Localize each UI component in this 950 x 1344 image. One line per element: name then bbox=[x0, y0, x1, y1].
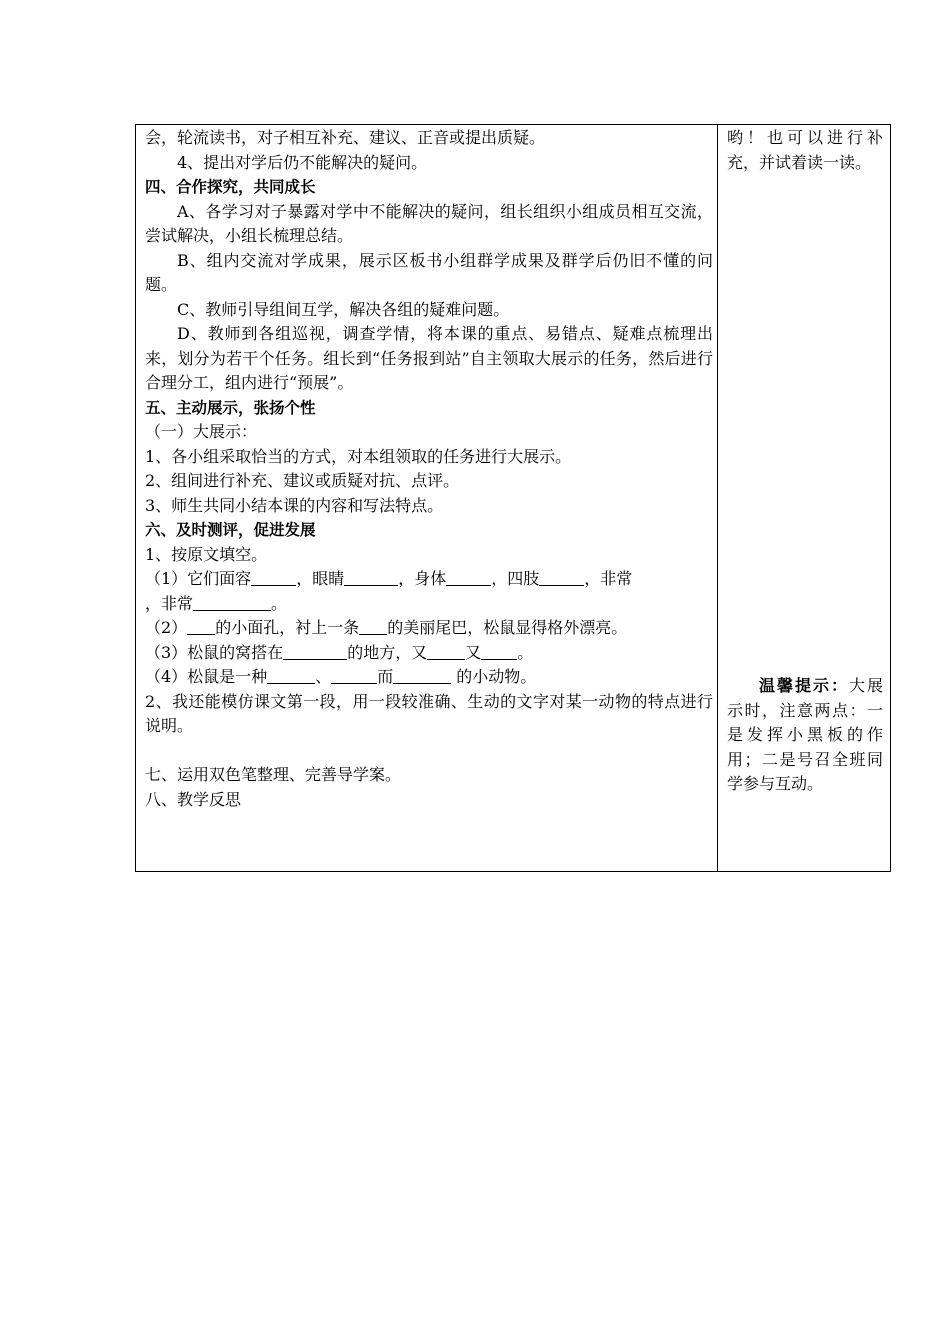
question-fill-3: （3）松鼠的窝搭在 的地方，又 又 。 bbox=[145, 642, 534, 662]
fill-blank[interactable] bbox=[359, 618, 387, 635]
tip-text: 大展示时，注意两点：一是发挥小黑板的作用；二是号召全班同学参与互动。 bbox=[727, 676, 883, 793]
fill-blank[interactable] bbox=[267, 667, 315, 684]
fill-blank[interactable] bbox=[344, 569, 398, 586]
section-heading: 八、教学反思 bbox=[145, 789, 242, 809]
fill-blank[interactable] bbox=[427, 643, 465, 660]
section-heading: 七、运用双色笔整理、完善导学案。 bbox=[145, 765, 402, 784]
section-heading: 四、合作探究，共同成长 bbox=[145, 178, 316, 196]
question: 1、按原文填空。 bbox=[145, 544, 268, 564]
question-fill-1: （1）它们面容 ，眼睛 ，身体 ，四肢 ，非常 ，非常 。 bbox=[145, 569, 633, 613]
paragraph: 1、各小组采取恰当的方式，对本组领取的任务进行大展示。 bbox=[145, 446, 572, 466]
paragraph: A、各学习对子暴露对学中不能解决的疑问，组长组织小组成员相互交流，尝试解决，小组长梳理总结。 bbox=[145, 201, 713, 245]
fill-blank[interactable] bbox=[393, 667, 451, 684]
side-note: 哟！也可以进行补充，并试着读一读。 bbox=[727, 128, 883, 172]
paragraph: D、教师到各组巡视，调查学情，将本课的重点、易错点、疑难点梳理出来，划分为若干个任务。组长到“任务报到站”自主领取大展示的任务，然后进行合理分工，组内进行“预展”。 bbox=[145, 324, 713, 392]
fill-blank[interactable] bbox=[187, 618, 215, 635]
main-column bbox=[145, 126, 713, 812]
fill-blank[interactable] bbox=[251, 569, 296, 586]
paragraph: 会，轮流读书，对子相互补充、建议、正音或提出质疑。 bbox=[145, 128, 546, 147]
section-heading: 五、主动展示，张扬个性 bbox=[145, 398, 316, 417]
paragraph: C、教师引导组间互学，解决各组的疑难问题。 bbox=[177, 299, 510, 319]
blank-line bbox=[145, 739, 713, 764]
column-divider bbox=[717, 124, 718, 872]
paragraph: 3、师生共同小结本课的内容和写法特点。 bbox=[145, 495, 444, 515]
section-heading: 六、及时测评，促进发展 bbox=[145, 521, 316, 539]
question-fill-4: （4）松鼠是一种 、 而 的小动物。 bbox=[145, 667, 537, 686]
question: 2、我还能模仿课文第一段，用一段较准确、生动的文字对某一动物的特点进行说明。 bbox=[145, 691, 713, 735]
paragraph: （一）大展示： bbox=[145, 422, 258, 441]
paragraph: 2、组间进行补充、建议或质疑对抗、点评。 bbox=[145, 471, 460, 490]
fill-blank[interactable] bbox=[539, 569, 584, 586]
fill-blank[interactable] bbox=[331, 667, 377, 684]
fill-blank[interactable] bbox=[283, 643, 347, 660]
fill-blank[interactable] bbox=[193, 594, 271, 611]
paragraph: B、组内交流对学成果，展示区板书小组群学成果及群学后仍旧不懂的问题。 bbox=[145, 250, 713, 294]
fill-blank[interactable] bbox=[446, 569, 491, 586]
tip-block bbox=[727, 674, 883, 797]
tip-label: 温馨提示： bbox=[759, 676, 849, 695]
question-fill-2: （2） 的小面孔，衬上一条 的美丽尾巴，松鼠显得格外漂亮。 bbox=[145, 618, 628, 637]
fill-blank[interactable] bbox=[481, 643, 517, 660]
paragraph: 4、提出对学后仍不能解决的疑问。 bbox=[177, 152, 428, 172]
side-column bbox=[727, 126, 883, 793]
